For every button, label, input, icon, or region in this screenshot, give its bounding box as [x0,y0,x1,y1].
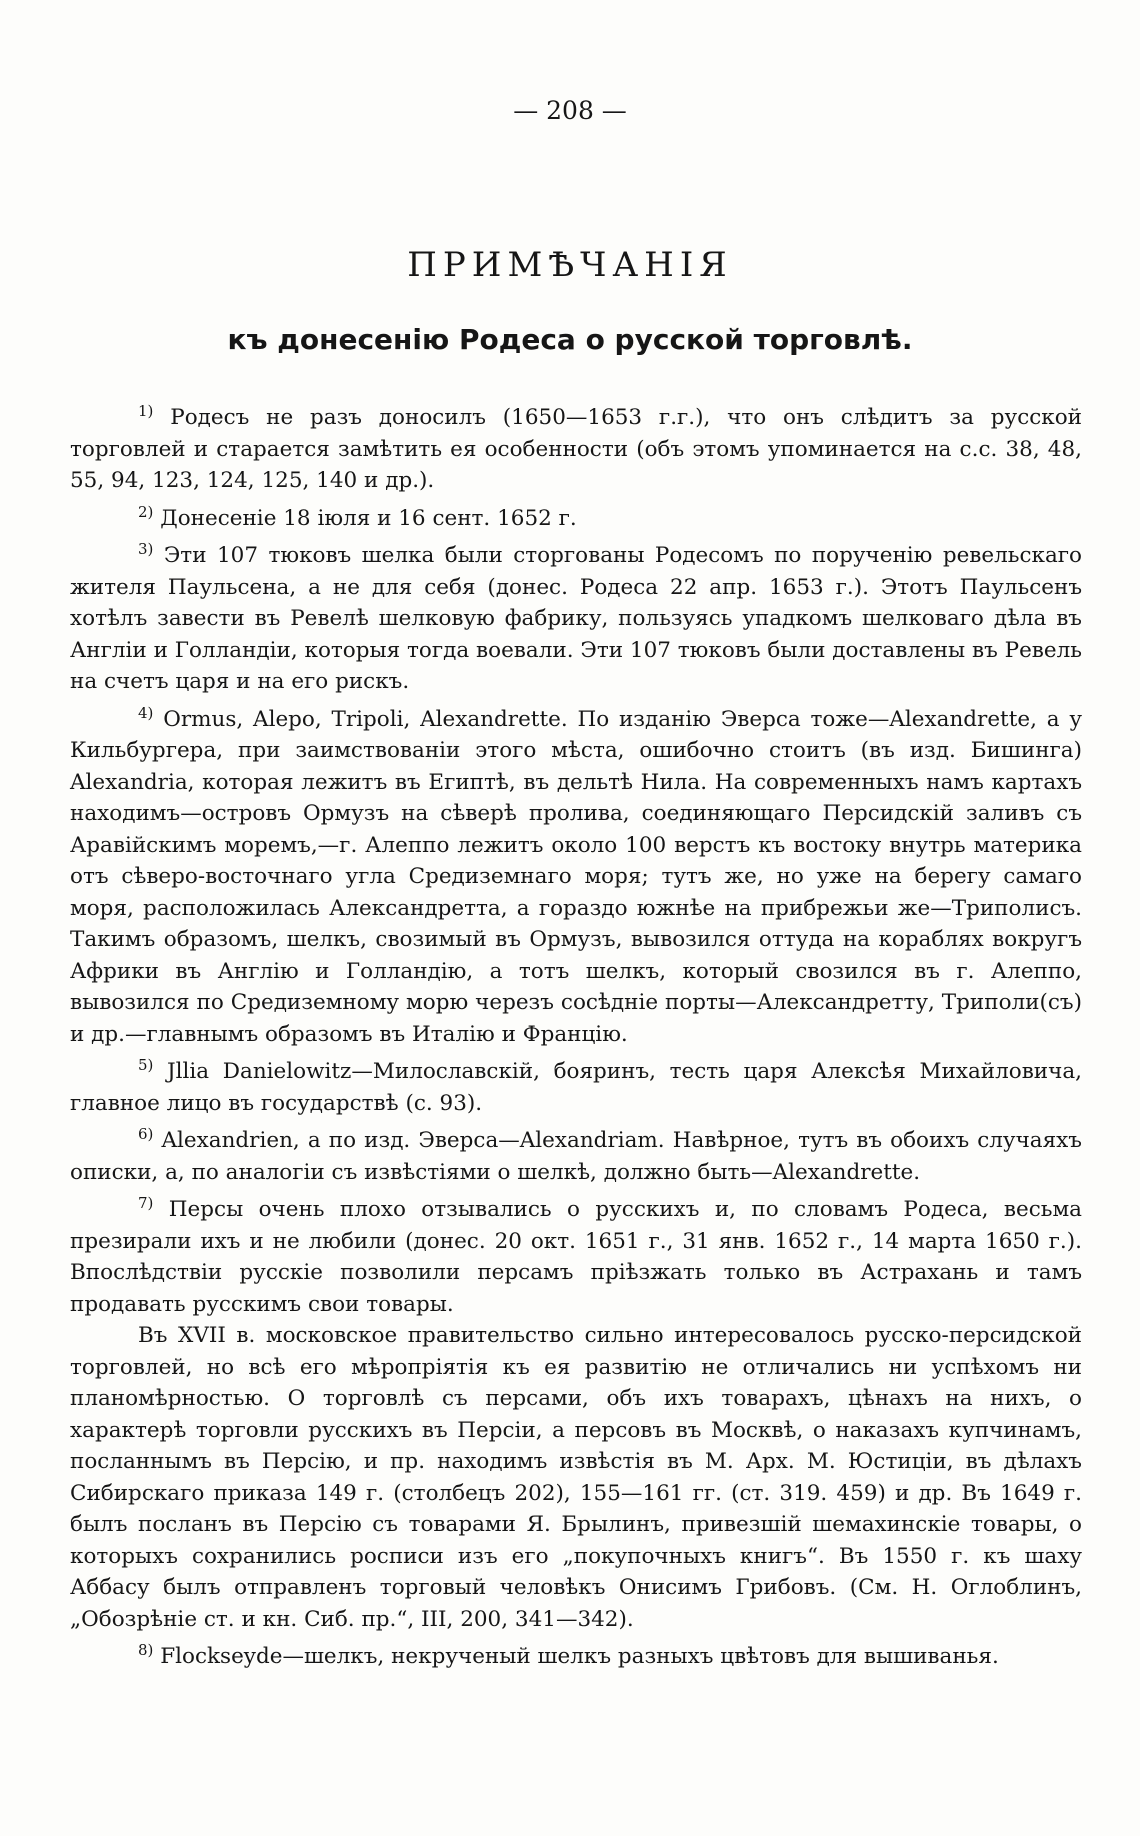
note-number: 8) [138,1641,154,1659]
page-subtitle: къ донесенію Родеса о русской торговлѣ. [227,323,913,357]
note-number: 6) [138,1125,154,1143]
note-7-continuation [70,1320,1082,1635]
note-6 [70,1119,1082,1188]
note-text: Flockseyde—шелкъ, некрученый шелкъ разныхъ цвѣтовъ для вышиванья. [153,1644,999,1669]
note-text: Персы очень плохо отзывались о русскихъ и, по словамъ Родеса, весьма презирали ихъ и не любили (донес. 20 окт. 1651 г., 31 янв. 1652 г., 14 марта 1650 г.). Впослѣдствіи русскіе позволили персамъ пріѣзжать только въ Астрахань и тамъ продавать русскимъ свои товары. [70,1197,1082,1317]
note-text: Въ XVII в. московское правительство сильно интересовалось русско-персидской торговлей, но всѣ его мѣропріятія къ ея развитію не отличались ни успѣхомъ ни планомѣрностью. О торговлѣ съ персами, объ ихъ товарахъ, цѣнахъ на нихъ, о характерѣ торговли русскихъ въ Персіи, а персовъ въ Москвѣ, о наказахъ купчинамъ, посланнымъ въ Персію, и пр. находимъ извѣстія въ М. Арх. М. Юстиціи, въ дѣлахъ Сибирскаго приказа 149 г. (столбецъ 202), 155—161 гг. (ст. 319. 459) и др. Въ 1649 г. былъ посланъ въ Персію съ товарами Я. Брылинъ, привезшій шемахинскіе товары, о которыхъ сохранились росписи изъ его „покупочныхъ книгъ“. Въ 1550 г. къ шаху Аббасу былъ отправленъ торговый человѣкъ Онисимъ Грибовъ. (См. Н. Оглоблинъ, „Обозрѣніе ст. и кн. Сиб. пр.“, III, 200, 341—342). [70,1323,1082,1632]
note-text: Jllia Danielowitz—Милославскій, бояринъ, тесть царя Алексѣя Михайловича, главное лицо въ государствѣ (с. 93). [70,1059,1082,1116]
note-number: 1) [138,402,154,420]
note-number: 5) [138,1056,154,1074]
note-7 [70,1188,1082,1320]
page-title: ПРИМѢЧАНІЯ [407,244,733,285]
notes-body [70,396,1082,1673]
note-text: Alexandrien, а по изд. Эверса—Alexandriam. Навѣрное, тутъ въ обоихъ случаяхъ описки, а, по аналогіи съ извѣстіями о шелкѣ, должно быть—Alexandrette. [70,1128,1082,1185]
note-text: Ormus, Alepo, Tripoli, Alexandrette. По изданію Эверса тоже—Alexandrette, а у Кильбургера, при заимствованіи этого мѣста, ошибочно стоитъ (въ изд. Бишинга) Alexandria, которая лежитъ въ Египтѣ, въ дельтѣ Нила. На современныхъ намъ картахъ находимъ—островъ Ормузъ на сѣверѣ пролива, соединяющаго Персидскій заливъ съ Аравійскимъ моремъ,—г. Алеппо лежитъ около 100 верстъ къ востоку внутрь материка отъ сѣверо-восточнаго угла Средиземнаго моря; тутъ же, но уже на берегу самаго моря, расположилась Александретта, а гораздо южнѣе на прибрежьи же—Триполисъ. Такимъ образомъ, шелкъ, свозимый въ Ормузъ, вывозился оттуда на кораблях вокругъ Африки въ Англію и Голландію, а тотъ шелкъ, который свозился въ г. Алеппо, вывозился по Средиземному морю черезъ сосѣдніе порты—Александретту, Триполи(съ) и др.—главнымъ образомъ въ Италію и Францію. [70,706,1082,1047]
note-text: Эти 107 тюковъ шелка были сторгованы Родесомъ по порученію ревельскаго жителя Паульсена, а не для себя (донес. Родеса 22 апр. 1653 г.). Этотъ Паульсенъ хотѣлъ завести въ Ревелѣ шелковую фабрику, пользуясь упадкомъ шелковаго дѣла въ Англіи и Голландіи, которыя тогда воевали. Эти 107 тюковъ были доставлены въ Ревель на счетъ царя и на его рискъ. [70,543,1082,694]
note-5 [70,1050,1082,1119]
note-text: Родесъ не разъ доносилъ (1650—1653 г.г.), что онъ слѣдитъ за русской торговлей и старается замѣтить ея особенности (объ этомъ упоминается на с.с. 38, 48, 55, 94, 123, 124, 125, 140 и др.). [70,405,1082,493]
note-number: 3) [138,540,154,558]
note-2 [70,497,1082,535]
page-number: — 208 — [513,96,627,125]
note-number: 4) [138,703,154,722]
note-number: 2) [138,502,154,521]
note-text: Донесеніе 18 іюля и 16 сент. 1652 г. [153,505,577,531]
note-4 [70,698,1082,1051]
note-8 [70,1635,1082,1673]
note-number: 7) [138,1194,154,1212]
note-3 [70,534,1082,698]
note-1 [70,396,1082,497]
